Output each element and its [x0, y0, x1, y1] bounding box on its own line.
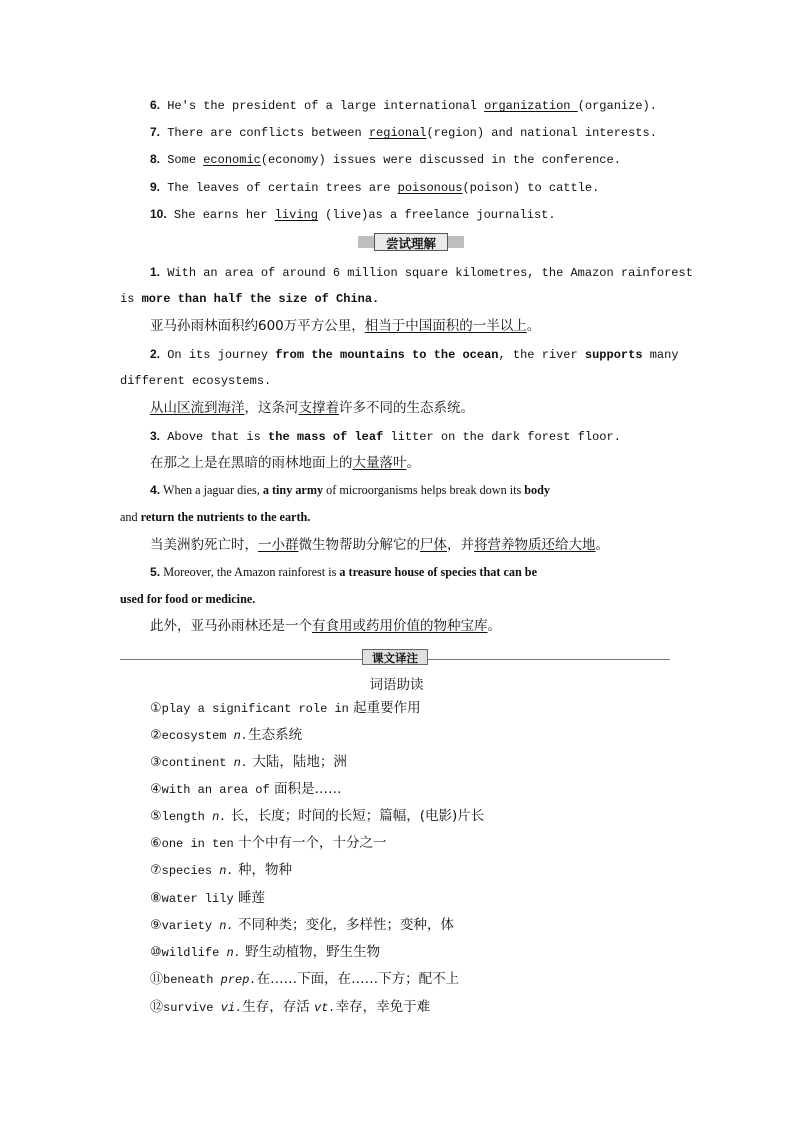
- translation-key-phrase: 支撑着: [298, 400, 339, 416]
- vocab-meaning: 幸存，幸免于难: [335, 999, 431, 1015]
- vocab-term: species: [161, 864, 220, 878]
- section-title-notes: 课文译注: [372, 651, 418, 665]
- vocab-item-10: [150, 944, 380, 961]
- translation-text: 。: [526, 318, 541, 334]
- vocab-pos: n.: [233, 729, 249, 743]
- translation-text: ，这条河: [244, 400, 299, 416]
- vocab-item-6: [150, 835, 386, 852]
- sentence-key-phrase: used for food or medicine.: [120, 592, 256, 606]
- sentence-key-phrase: more than half the size of China.: [141, 292, 380, 306]
- translation-text: 当美洲豹死亡时，: [150, 537, 258, 553]
- exercise-answer: living: [274, 208, 318, 222]
- sentence-text: When a jaguar dies,: [160, 483, 263, 497]
- vocab-item-3: [150, 754, 347, 771]
- exercise-answer: organization: [484, 99, 578, 113]
- sentence-text: With an area of around 6 million square kilometres, the Amazon rainforest: [160, 266, 693, 280]
- vocab-meaning: 起重要作用: [348, 700, 421, 716]
- exercise-number: 9.: [150, 180, 161, 194]
- sentence-number: 2.: [150, 347, 161, 361]
- sentence-key-phrase: body: [524, 483, 551, 497]
- vocab-pos: n.: [233, 756, 249, 770]
- sentence-text: many: [642, 348, 679, 362]
- vocab-marker: ⑨: [150, 918, 162, 933]
- vocab-term: wildlife: [161, 946, 227, 960]
- exercise-text: She earns her: [166, 208, 275, 222]
- translation-text: ，并: [447, 537, 474, 553]
- vocab-marker: ⑫: [150, 1000, 164, 1015]
- vocab-meaning: 面积是……: [269, 781, 342, 797]
- translation-text: 在那之上是在黑暗的雨林地面上的: [150, 455, 353, 471]
- translation-key-phrase: 将营养物质还给大地: [474, 537, 596, 553]
- vocab-meaning: 十个中有一个，十分之一: [233, 835, 387, 851]
- vocab-term: play a significant role in: [161, 702, 349, 716]
- exercise-answer: poisonous: [397, 181, 463, 195]
- exercise-6: [150, 97, 657, 114]
- vocab-term: survive: [163, 1001, 221, 1015]
- vocab-marker: ⑪: [150, 972, 164, 987]
- exercise-answer: economic: [203, 153, 261, 167]
- sentence-text: is: [120, 292, 142, 306]
- vocab-meaning: 野生动植物，野生生物: [240, 944, 381, 960]
- vocab-item-4: [150, 781, 341, 798]
- sentence-text: different ecosystems.: [120, 374, 272, 388]
- vocab-marker: ⑦: [150, 863, 162, 878]
- vocab-marker: ⑤: [150, 809, 162, 824]
- translation-text: 亚马孙雨林面积约600万平方公里，: [150, 318, 365, 334]
- vocab-item-1: [150, 700, 421, 717]
- translation-key-phrase: 尸体: [420, 537, 447, 553]
- vocab-pos: n.: [219, 919, 234, 933]
- vocab-title: 词语助读: [369, 677, 424, 693]
- sentence-3-en: [150, 428, 621, 445]
- vocab-item-11: [150, 971, 459, 988]
- sentence-5-en-line1: [150, 564, 537, 580]
- exercise-number: 10.: [150, 207, 167, 221]
- exercise-text: (organize).: [577, 99, 657, 113]
- vocab-term: one in ten: [161, 837, 234, 851]
- sentence-text: litter on the dark forest floor.: [383, 430, 621, 444]
- exercise-text: The leaves of certain trees are: [160, 181, 398, 195]
- translation-text: 微生物帮助分解它的: [298, 537, 420, 553]
- sentence-key-phrase: return the nutrients to the earth.: [140, 510, 311, 524]
- exercise-9: [150, 179, 599, 196]
- vocab-pos: vt.: [314, 1001, 336, 1015]
- vocab-pos: n.: [219, 864, 234, 878]
- vocab-term: ecosystem: [161, 729, 234, 743]
- vocab-meaning: 种，物种: [233, 862, 292, 878]
- vocab-item-12: [150, 999, 430, 1016]
- translation-text: 。: [406, 455, 420, 471]
- vocab-term: with an area of: [161, 783, 270, 797]
- vocab-marker: ①: [150, 701, 162, 716]
- vocab-pos: vi.: [220, 1001, 243, 1015]
- sentence-key-phrase: a treasure house of species that can be: [339, 565, 537, 579]
- sentence-key-phrase: from the mountains to the ocean: [275, 348, 499, 362]
- exercise-text: There are conflicts between: [160, 126, 369, 140]
- section-banner-try: [358, 233, 464, 251]
- translation-key-phrase: 大量落叶: [352, 455, 407, 471]
- sentence-key-phrase: supports: [584, 348, 643, 362]
- vocab-marker: ⑩: [150, 945, 162, 960]
- vocab-marker: ⑥: [150, 836, 162, 851]
- sentence-number: 1.: [150, 265, 161, 279]
- exercise-text: (region) and national interests.: [426, 126, 657, 140]
- sentence-number: 5.: [150, 565, 161, 579]
- vocab-term: beneath: [163, 973, 221, 987]
- sentence-1-en-line2: [120, 291, 379, 307]
- translation-text: 。: [487, 618, 501, 634]
- exercise-answer: regional: [368, 126, 427, 140]
- sentence-1-en-line1: [150, 264, 693, 281]
- vocab-item-7: [150, 862, 292, 879]
- sentence-1-zh: [150, 318, 540, 334]
- vocab-meaning: 在……下面，在……下方；配不上: [256, 971, 460, 987]
- translation-key-phrase: 一小群: [258, 537, 299, 553]
- sentence-text: and: [120, 510, 141, 524]
- sentence-text: Above that is: [160, 430, 269, 444]
- exercise-number: 6.: [150, 98, 161, 112]
- vocab-item-2: [150, 727, 302, 744]
- vocab-meaning: 不同种类；变化，多样性；变种，体: [233, 917, 454, 933]
- vocab-marker: ②: [150, 728, 162, 743]
- vocab-pos: n.: [212, 810, 227, 824]
- sentence-4-zh: [150, 537, 609, 553]
- sentence-text: On its journey: [160, 348, 276, 362]
- vocab-marker: ④: [150, 782, 162, 797]
- vocab-term: variety: [161, 919, 220, 933]
- vocab-pos: prep.: [220, 973, 257, 987]
- sentence-2-en-line1: [150, 346, 679, 363]
- vocab-item-9: [150, 917, 454, 934]
- sentence-key-phrase: a tiny army: [262, 483, 324, 497]
- sentence-number: 4.: [150, 483, 161, 497]
- exercise-8: [150, 151, 621, 168]
- translation-key-phrase: 相当于中国面积的一半以上: [364, 318, 527, 334]
- exercise-text: (poison) to cattle.: [462, 181, 600, 195]
- exercise-7: [150, 124, 657, 141]
- sentence-4-en-line1: [150, 482, 550, 498]
- exercise-text: (live)as a freelance journalist.: [317, 208, 556, 222]
- translation-text: 此外，亚马孙雨林还是一个: [150, 618, 312, 634]
- sentence-4-en-line2: [120, 509, 310, 525]
- sentence-key-phrase: the mass of leaf: [268, 430, 384, 444]
- vocab-term: continent: [161, 756, 234, 770]
- section-title-try: 尝试理解: [385, 236, 436, 251]
- vocab-meaning: 大陆，陆地；洲: [248, 754, 347, 770]
- sentence-5-en-line2: [120, 591, 255, 607]
- sentence-text: of microorganisms helps break down its: [323, 483, 525, 497]
- sentence-text: , the river: [498, 348, 585, 362]
- vocab-term: length: [161, 810, 213, 824]
- translation-key-phrase: 有食用或药用价值的物种宝库: [312, 618, 488, 634]
- vocab-marker: ③: [150, 755, 162, 770]
- exercise-number: 8.: [150, 152, 161, 166]
- sentence-5-zh: [150, 618, 501, 634]
- vocab-item-8: [150, 890, 265, 907]
- vocab-term: water lily: [161, 892, 234, 906]
- sentence-text: Moreover, the Amazon rainforest is: [160, 565, 340, 579]
- vocab-pos: n.: [226, 946, 241, 960]
- vocab-meaning: 生存，存活: [242, 999, 315, 1015]
- vocab-meaning: 生态系统: [248, 727, 303, 743]
- vocab-marker: ⑧: [150, 891, 162, 906]
- exercise-text: Some: [160, 153, 204, 167]
- sentence-number: 3.: [150, 429, 161, 443]
- section-banner-notes: [362, 649, 428, 665]
- sentence-2-en-line2: [120, 373, 271, 389]
- vocab-item-5: [150, 808, 484, 825]
- translation-text: 许多不同的生态系统。: [339, 400, 474, 416]
- exercise-10: [150, 206, 556, 223]
- exercise-number: 7.: [150, 125, 161, 139]
- sentence-2-zh: [150, 400, 474, 416]
- sentence-3-zh: [150, 455, 420, 471]
- translation-text: 。: [595, 537, 609, 553]
- vocab-meaning: 长，长度；时间的长短；篇幅，(电影)片长: [226, 808, 485, 824]
- translation-key-phrase: 从山区流到海洋: [150, 400, 245, 416]
- vocab-meaning: 睡莲: [233, 890, 265, 906]
- exercise-text: He's the president of a large international: [160, 99, 485, 113]
- exercise-text: (economy) issues were discussed in the conference.: [260, 153, 621, 167]
